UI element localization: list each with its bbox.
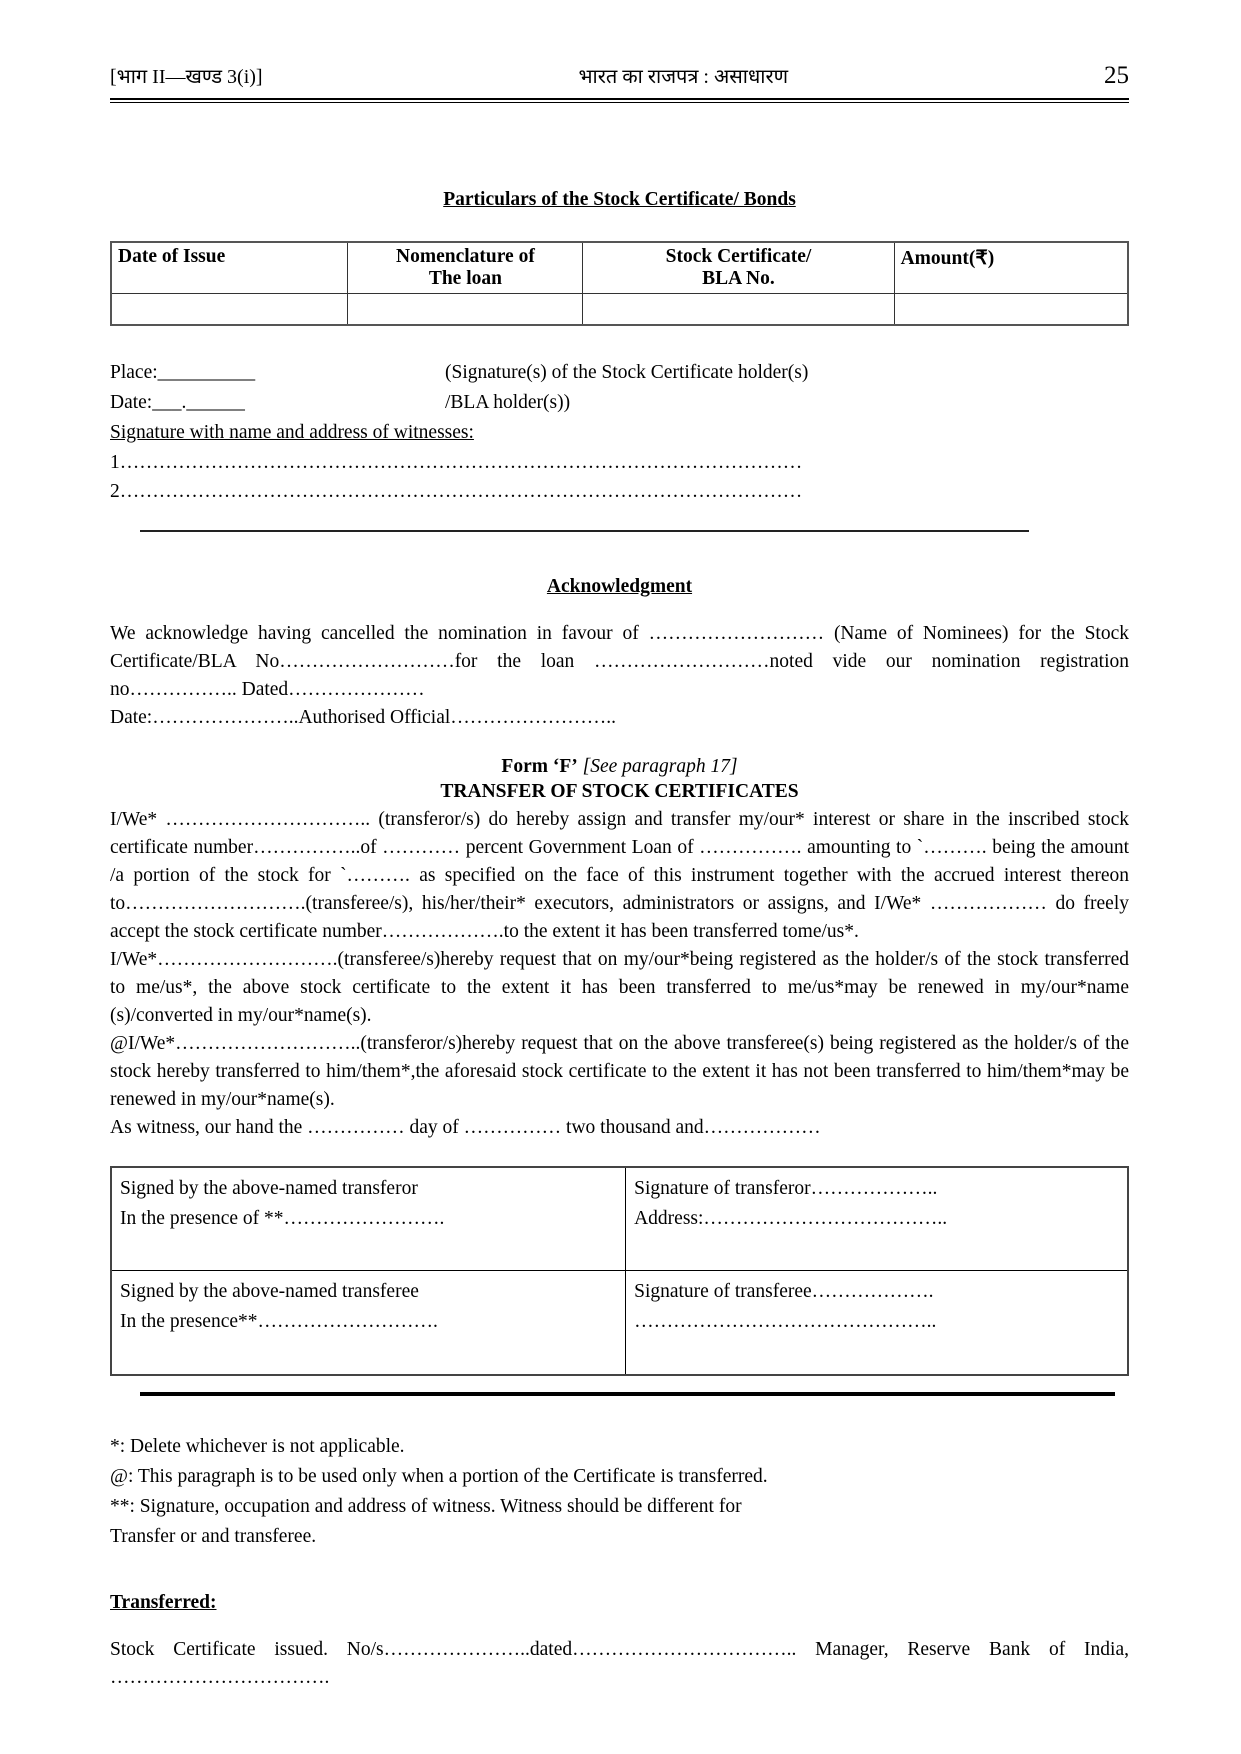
header-part-section: [भाग II—खण्ड 3(i)] xyxy=(110,66,263,88)
separator-rule xyxy=(140,530,1029,532)
footnotes xyxy=(110,1432,1129,1552)
col-header-label: The loan xyxy=(428,268,502,289)
col-header-label: BLA No. xyxy=(702,268,775,289)
footnote-asterisk: *: Delete whichever is not applicable. xyxy=(110,1435,405,1457)
transferee-signature-cell xyxy=(626,1271,1128,1375)
particulars-table xyxy=(110,241,1129,326)
col-header-label: Nomenclature of xyxy=(396,246,535,267)
particulars-title: Particulars of the Stock Certificate/ Bonds xyxy=(443,189,796,210)
transferee-row xyxy=(111,1271,1128,1375)
transferor-address: Address:……………………………….. xyxy=(634,1207,948,1229)
as-witness-line: As witness, our hand the …………… day of …………… two thousand and……………… xyxy=(110,1116,821,1138)
place-label: Place:__________ xyxy=(110,361,256,383)
presence-of-witness: In the presence**………………………. xyxy=(120,1311,438,1332)
holder-signature-note: (Signature(s) of the Stock Certificate holder(s) xyxy=(445,361,809,383)
form-f-title: TRANSFER OF STOCK CERTIFICATES xyxy=(440,780,799,802)
witnesses-heading: Signature with name and address of witnesses: xyxy=(110,421,474,443)
thick-bottom-rule xyxy=(140,1392,1115,1396)
witness-line-2: 2…………………………………………………………………………………………… xyxy=(110,480,803,502)
witness-line-1: 1…………………………………………………………………………………………… xyxy=(110,451,803,473)
transferee-signed-cell xyxy=(111,1271,626,1375)
transferred-heading: Transferred: xyxy=(110,1591,217,1613)
transfer-paragraph-3: @I/We*………………………..(transferor/s)hereby request that on the above transferee(s) being registered as the holder/s of the stock hereby transferred to him/them*,the aforesaid stock certificate to the extent it has not been transferred to him/them*may be renewed in my/our*name(s). xyxy=(110,1032,1129,1110)
date-row xyxy=(110,388,1129,418)
page-header xyxy=(110,62,1129,90)
footnote-double-asterisk: **: Signature, occupation and address of witness. Witness should be different for xyxy=(110,1495,742,1517)
col-header-label: Amount(₹) xyxy=(900,248,995,269)
acknowledgment-title: Acknowledgment xyxy=(546,575,693,597)
form-f-heading xyxy=(110,756,1129,778)
transferee-dotted-line: ……………………………………….. xyxy=(634,1311,937,1332)
col-date-of-issue xyxy=(111,242,348,294)
bla-holder-note: /BLA holder(s)) xyxy=(445,391,571,413)
footnote-at-sign: @: This paragraph is to be used only when a portion of the Certificate is transferred. xyxy=(110,1465,768,1487)
place-row xyxy=(110,358,1129,388)
transferor-signed-cell xyxy=(111,1167,626,1271)
place-date-block xyxy=(110,358,1129,506)
transfer-paragraph-1: I/We* ………………………….. (transferor/s) do hereby assign and transfer my/our* interest or share in the inscribed stock certificate number……………..of ………… percent Government Loan of ……………. amounting to `………. being the amount /a portion of the stock for `………. as specified on the face of this instrument together with the accrued interest thereon to……………………….(transferee/s), his/her/their* executors, administrators or assigns, and I/We* ……………… do freely accept the stock certificate number……………….to the extent it has been transferred tome/us*. xyxy=(110,808,1129,942)
form-f-label: Form ‘F’ xyxy=(501,755,578,777)
signed-by-transferor: Signed by the above-named transferor xyxy=(120,1177,418,1199)
table-cell xyxy=(111,294,348,325)
table-header-row xyxy=(111,242,1128,294)
transferor-signature-cell xyxy=(626,1167,1128,1271)
header-gazette-title: भारत का राजपत्र : असाधारण xyxy=(578,66,789,88)
acknowledgment-date-line: Date:…………………..Authorised Official…………………….. xyxy=(110,706,617,728)
table-cell xyxy=(894,294,1128,325)
transferor-row xyxy=(111,1167,1128,1271)
col-amount xyxy=(894,242,1128,294)
footnote-double-asterisk-cont: Transfer or and transferee. xyxy=(110,1525,317,1547)
signature-of-transferor: Signature of transferor……………….. xyxy=(634,1177,938,1199)
header-double-rule xyxy=(110,98,1129,103)
form-f-see-paragraph: [See paragraph 17] xyxy=(577,755,738,777)
col-stock-certificate xyxy=(583,242,894,294)
signed-by-transferee: Signed by the above-named transferee xyxy=(120,1281,419,1302)
table-cell xyxy=(348,294,583,325)
col-header-label: Stock Certificate/ xyxy=(665,246,812,267)
transfer-paragraph-2: I/We*……………………….(transferee/s)hereby request that on my/our*being registered as the holder/s of the stock transferred to me/us*, the above stock certificate to the extent it has been transferred to me/us*may be renewed in my/our*name (s)/converted in my/our*name(s). xyxy=(110,948,1129,1026)
presence-of-witness: In the presence of **……………………. xyxy=(120,1207,445,1229)
date-label: Date:___.______ xyxy=(110,391,245,413)
table-row xyxy=(111,294,1128,325)
table-cell xyxy=(583,294,894,325)
col-nomenclature xyxy=(348,242,583,294)
transferred-body: Stock Certificate issued. No/s…………………..dated…………………………….. Manager, Reserve Bank of India, ……………………………. xyxy=(110,1638,1129,1688)
page-number: 25 xyxy=(1104,62,1129,89)
signature-of-transferee: Signature of transferee………………. xyxy=(634,1281,934,1302)
acknowledgment-body: We acknowledge having cancelled the nomination in favour of ……………………… (Name of Nominees) for the Stock Certificate/BLA No………………………for the loan ………………………noted vide our nomination registration no…………….. Dated………………… xyxy=(110,622,1129,700)
col-header-label: Date of Issue xyxy=(118,246,226,267)
signature-table xyxy=(110,1166,1129,1376)
